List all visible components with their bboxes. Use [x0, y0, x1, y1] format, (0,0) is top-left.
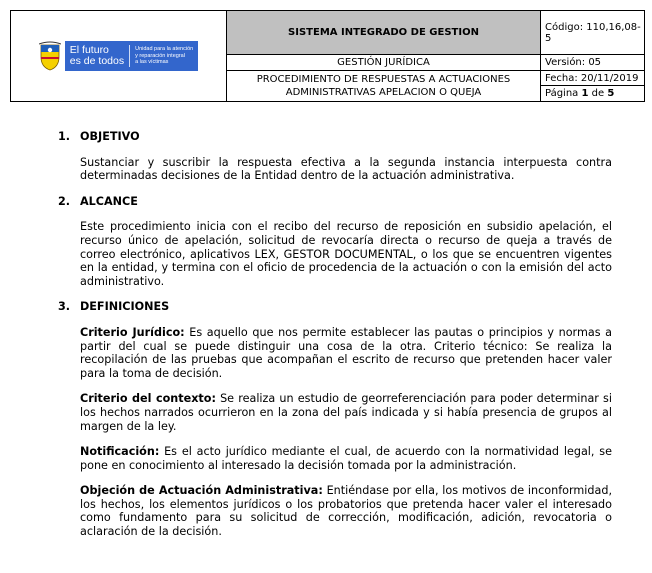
alcance-text: Este procedimiento inicia con el recibo del recurso de reposición en subsidio apelación, el recurso único de apelación, solicitud de revocaría directa o recurso de queja a través de correo electrónico, aplicativos LEX, GESTOR DOCUMENTAL, o los que se encuentren vigentes en la entidad, y termina con el oficio de procedencia de la actuación o con la emisión del acto administrativo.: [80, 220, 612, 288]
section-heading-alcance: 2. ALCANCE: [58, 194, 138, 208]
document-date: Fecha: 20/11/2019: [541, 70, 645, 86]
definition-objecion: Objeción de Actuación Administrativa: Entiéndase por ella, los motivos de inconformidad, los hechos, los elementos jurídicos o los probatorios que pretenda hacer valer el interesado como fundamento para su solicitud de corrección, modificación, adición, revocatoria o aclaración de la decisión.: [80, 484, 613, 539]
system-title: SISTEMA INTEGRADO DE GESTION: [227, 11, 541, 55]
objetivo-text: Sustanciar y suscribir la respuesta efectiva a la segunda instancia interpuesta contra determinadas decisiones de la Entidad dentro de la actuación administrativa.: [80, 155, 612, 183]
section-heading-objetivo: 1. OBJETIVO: [58, 130, 140, 143]
page-indicator: Página 1 de 5: [541, 86, 645, 102]
definition-notificacion: Notificación: Es el acto jurídico mediante el cual, de acuerdo con la normatividad legal, se pone en conocimiento al interesado la decisión tomada por la administración.: [80, 445, 612, 472]
document-code: Código: 110,16,08-5: [541, 11, 645, 55]
logo-cell: [11, 11, 227, 102]
document-body: [58, 130, 612, 551]
definition-criterio-juridico: Criterio Jurídico: Es aquello que nos permite establecer las pautas o principios y normas a partir del cual se puede distinguir una cosa de la otra. Criterio técnico: Se realiza la recopilación de las pruebas que acompañan el escrito de recurso que pretenden hacer valer para la toma de decisión.: [80, 325, 613, 380]
colombia-coat-of-arms-icon: [39, 41, 61, 71]
brand-main-text: El futuro es de todos: [70, 45, 130, 67]
document-header-table: [10, 10, 645, 102]
document-version: Versión: 05: [541, 55, 645, 71]
brand-banner: [65, 41, 198, 71]
brand-sub-text: Unidad para la atención y reparación integral a las víctimas: [135, 46, 194, 66]
entity-logo: [11, 11, 226, 101]
definition-criterio-contexto: Criterio del contexto: Se realiza un estudio de georreferenciación para poder determinar si los hechos narrados ocurrieron en la zona del país indicada y si había presencia de grupos al margen de la ley.: [80, 392, 612, 433]
area-name: GESTIÓN JURÍDICA: [227, 55, 541, 71]
section-heading-definiciones: 3. DEFINICIONES: [58, 300, 170, 314]
procedure-title: PROCEDIMIENTO DE RESPUESTAS A ACTUACIONES ADMINISTRATIVAS APELACION O QUEJA: [227, 70, 541, 101]
